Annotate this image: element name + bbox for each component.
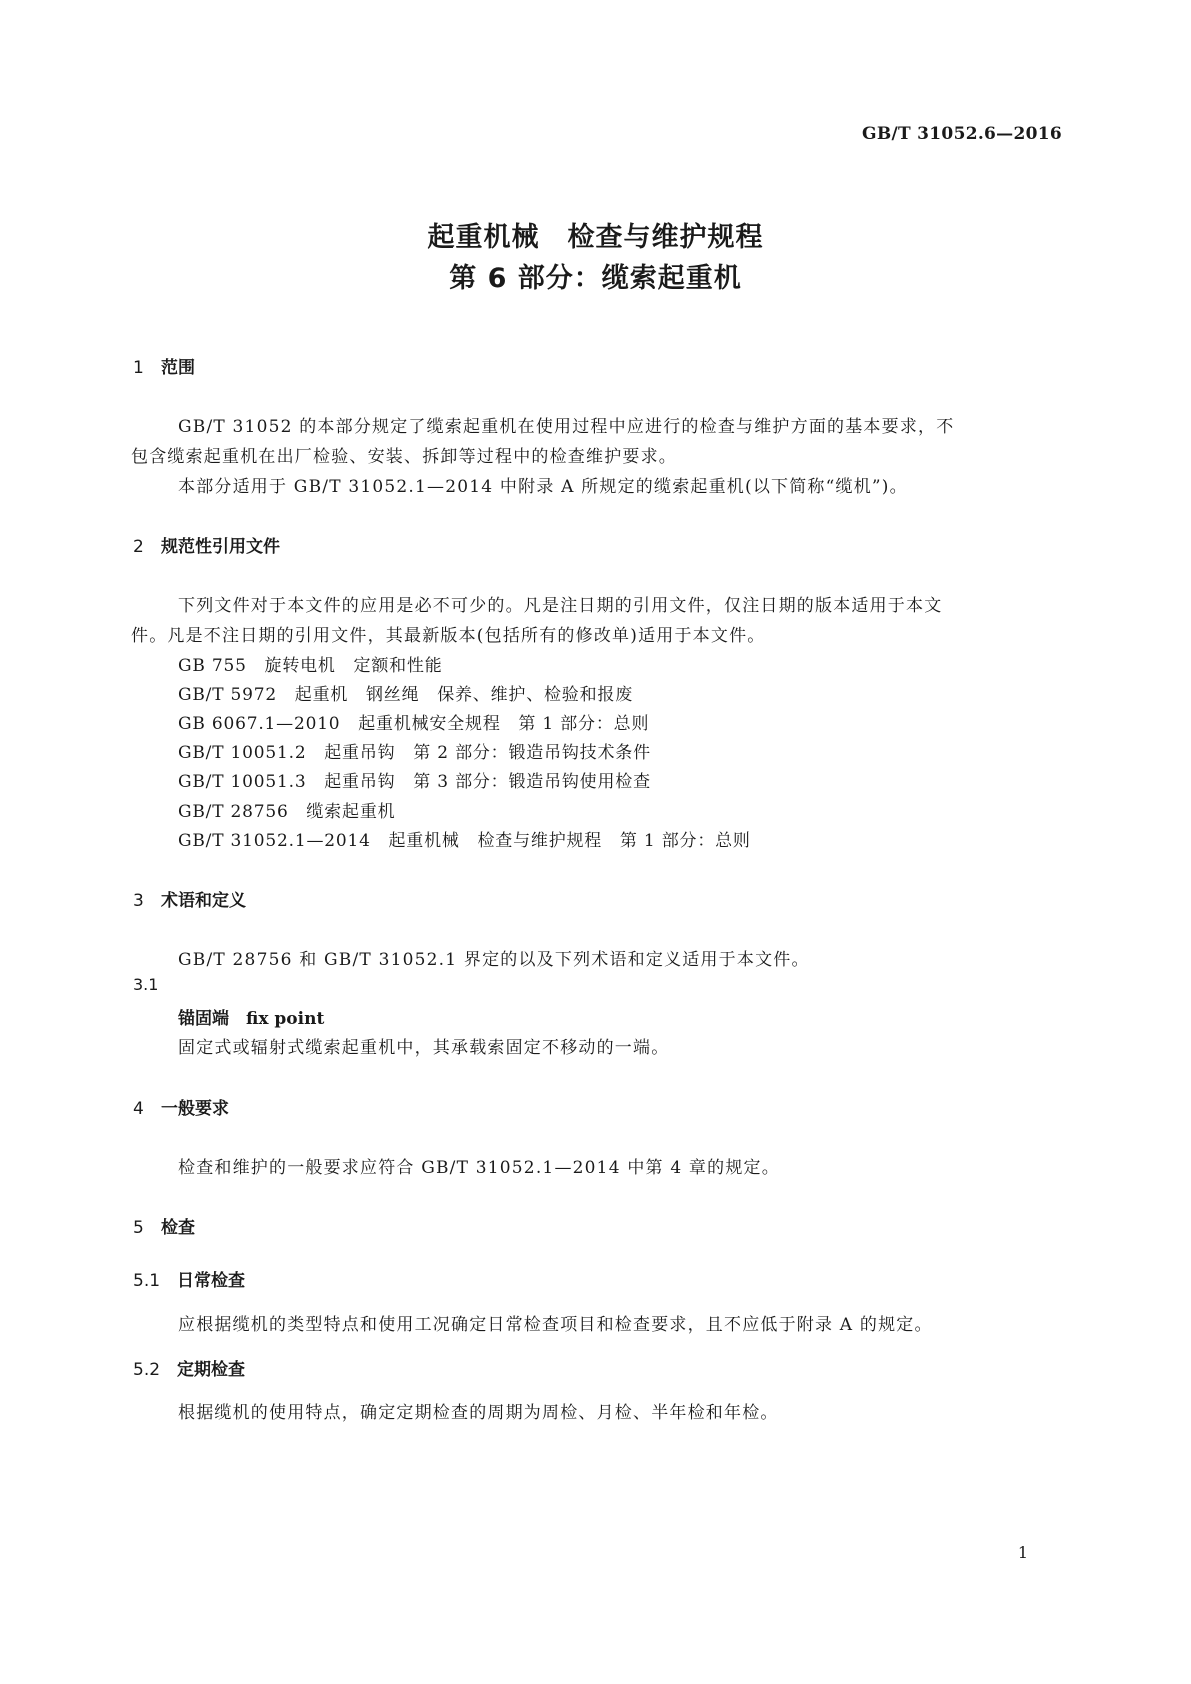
title-line-2: 第 6 部分：缆索起重机 <box>449 263 742 294</box>
section-1-para-1-line-1: GB/T 31052 的本部分规定了缆索起重机在使用过程中应进行的检查与维护方面的基本要求，不 <box>178 417 955 437</box>
section-1-para-2: 本部分适用于 GB/T 31052.1—2014 中附录 A 所规定的缆索起重机(以下简称“缆机”)。 <box>178 477 908 497</box>
reference-item: GB/T 10051.2 起重吊钩 第 2 部分：锻造吊钩技术条件 <box>178 743 651 763</box>
section-5-heading <box>133 1213 195 1238</box>
section-number: 4 <box>133 1099 144 1119</box>
reference-item: GB/T 5972 起重机 钢丝绳 保养、维护、检验和报废 <box>178 685 634 705</box>
section-5-2-heading <box>133 1355 245 1380</box>
section-title: 一般要求 <box>161 1099 229 1119</box>
section-number: 5.1 <box>133 1271 161 1291</box>
section-title: 日常检查 <box>177 1271 245 1291</box>
section-2-para-1-line-1: 下列文件对于本文件的应用是必不可少的。凡是注日期的引用文件，仅注日期的版本适用于本文 <box>178 596 943 616</box>
section-number: 5 <box>133 1218 144 1238</box>
section-title: 定期检查 <box>177 1360 245 1380</box>
section-number: 5.2 <box>133 1360 161 1380</box>
section-title: 检查 <box>161 1218 195 1238</box>
section-title: 规范性引用文件 <box>161 537 280 557</box>
section-title: 范围 <box>161 358 195 378</box>
section-3-para-1: GB/T 28756 和 GB/T 31052.1 界定的以及下列术语和定义适用于本文件。 <box>178 950 810 970</box>
section-number: 3 <box>133 891 144 911</box>
reference-item: GB 6067.1—2010 起重机械安全规程 第 1 部分：总则 <box>178 714 650 734</box>
term-entry: 锚固端 fix point <box>178 1009 325 1029</box>
term-definition: 固定式或辐射式缆索起重机中，其承载索固定不移动的一端。 <box>178 1038 670 1058</box>
reference-item: GB 755 旋转电机 定额和性能 <box>178 656 443 676</box>
clause-3-1-number: 3.1 <box>133 975 159 994</box>
section-5-1-para-1: 应根据缆机的类型特点和使用工况确定日常检查项目和检查要求，且不应低于附录 A 的规定。 <box>178 1315 933 1335</box>
title-line-1: 起重机械 检查与维护规程 <box>427 222 764 253</box>
page-number: 1 <box>1017 1543 1028 1562</box>
section-2-para-1-line-2: 件。凡是不注日期的引用文件，其最新版本(包括所有的修改单)适用于本文件。 <box>131 626 766 646</box>
section-2-heading <box>133 532 280 557</box>
section-1-para-1-line-2: 包含缆索起重机在出厂检验、安装、拆卸等过程中的检查维护要求。 <box>131 447 677 467</box>
section-4-heading <box>133 1094 229 1119</box>
reference-item: GB/T 10051.3 起重吊钩 第 3 部分：锻造吊钩使用检查 <box>178 772 651 792</box>
section-1-heading <box>133 353 195 378</box>
section-3-heading <box>133 886 246 911</box>
section-5-1-heading <box>133 1266 245 1291</box>
reference-item: GB/T 28756 缆索起重机 <box>178 802 396 822</box>
section-5-2-para-1: 根据缆机的使用特点，确定定期检查的周期为周检、月检、半年检和年检。 <box>178 1403 779 1423</box>
section-title: 术语和定义 <box>161 891 246 911</box>
standard-number: GB/T 31052.6—2016 <box>862 124 1062 144</box>
section-number: 2 <box>133 537 144 557</box>
section-number: 1 <box>133 358 144 378</box>
reference-item: GB/T 31052.1—2014 起重机械 检查与维护规程 第 1 部分：总则 <box>178 831 751 851</box>
section-4-para-1: 检查和维护的一般要求应符合 GB/T 31052.1—2014 中第 4 章的规定。 <box>178 1158 780 1178</box>
